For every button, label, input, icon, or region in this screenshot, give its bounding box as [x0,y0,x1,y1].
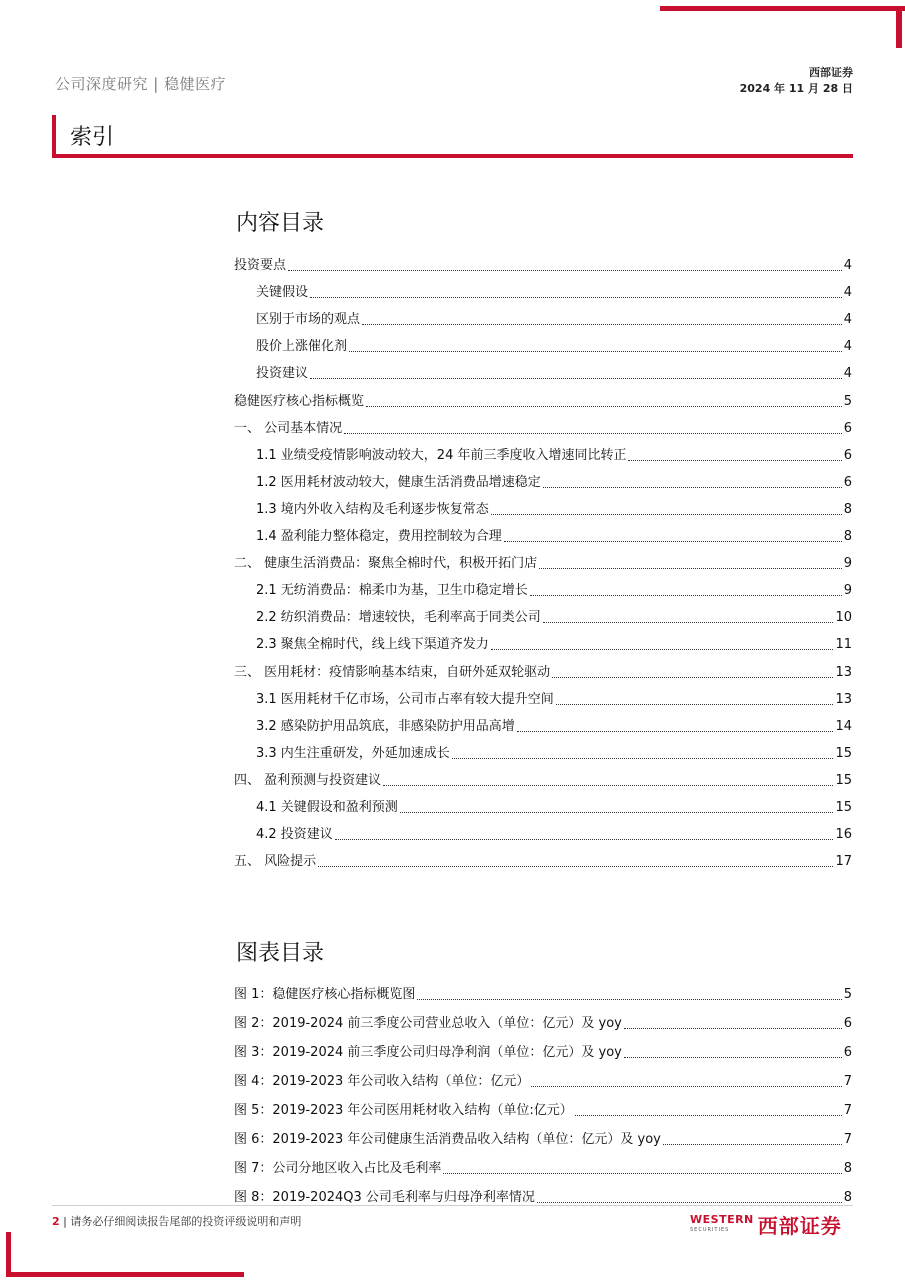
toc-entry[interactable] [234,520,852,547]
report-date: 2024 年 11 月 28 日 [739,82,853,95]
dot-leader [552,677,833,678]
dot-leader [530,595,842,596]
entry-label: 图 8：2019-2024Q3 公司毛利率与归母净利率情况 [234,1190,535,1205]
dot-leader [543,487,842,488]
dot-leader [310,378,842,379]
figure-list [234,976,852,1208]
toc-entry[interactable] [234,764,852,791]
entry-page-number: 7 [843,1074,852,1089]
entry-label: 三、 医用耗材：疫情影响基本结束，自研外延双轮驱动 [234,664,551,680]
dot-leader [366,406,842,407]
dot-leader [383,785,833,786]
entry-page-number: 6 [843,1016,852,1031]
entry-page-number: 6 [843,420,852,436]
entry-label: 图 1：稳健医疗核心指标概览图 [234,987,416,1002]
toc-entry[interactable] [234,466,852,493]
entry-label: 五、 风险提示 [234,854,317,870]
page-number: 2 [52,1215,60,1228]
toc-entry[interactable] [234,601,852,628]
dot-leader [575,1115,842,1116]
dot-leader [539,568,842,569]
entry-label: 2.2 纺织消费品：增速较快，毛利率高于同类公司 [256,610,541,626]
toc-entry[interactable] [234,683,852,710]
dot-leader [362,324,842,325]
toc-entry[interactable] [234,574,852,601]
entry-label: 1.4 盈利能力整体稳定，费用控制较为合理 [256,529,502,545]
dot-leader [537,1202,842,1203]
toc-entry[interactable] [234,845,852,872]
toc-entry[interactable] [234,818,852,845]
figure-entry[interactable] [234,1034,852,1063]
dot-leader [628,460,841,461]
corner-decoration-bottom [6,1272,244,1277]
entry-label: 投资要点 [234,258,287,274]
dot-leader [556,704,834,705]
entry-page-number: 4 [843,366,852,382]
toc-entry[interactable] [234,547,852,574]
toc-entry[interactable] [234,303,852,330]
toc-entry[interactable] [234,655,852,682]
entry-label: 图 3：2019-2024 前三季度公司归母净利润（单位：亿元）及 yoy [234,1045,622,1060]
toc-entry[interactable] [234,357,852,384]
entry-label: 稳健医疗核心指标概览 [234,393,365,409]
entry-label: 2.1 无纺消费品：棉柔巾为基，卫生巾稳定增长 [256,583,528,599]
dot-leader [335,839,834,840]
figure-entry[interactable] [234,1063,852,1092]
footer-separator: | [63,1215,71,1228]
dot-leader [310,297,842,298]
dot-leader [344,433,842,434]
toc-entry[interactable] [234,384,852,411]
figure-entry[interactable] [234,976,852,1005]
entry-page-number: 15 [835,745,852,761]
dot-leader [400,812,834,813]
entry-label: 1.1 业绩受疫情影响波动较大，24 年前三季度收入增速同比转正 [256,447,627,463]
broker-name: 西部证券 [809,66,853,79]
toc-heading: 内容目录 [236,211,325,236]
figure-entry[interactable] [234,1005,852,1034]
dot-leader [663,1144,842,1145]
entry-label: 股价上涨催化剂 [256,339,348,355]
entry-page-number: 4 [843,258,852,274]
figure-entry[interactable] [234,1121,852,1150]
toc-entry[interactable] [234,493,852,520]
entry-label: 3.3 内生注重研发，外延加速成长 [256,745,450,761]
dot-leader [517,731,834,732]
entry-label: 投资建议 [256,366,309,382]
entry-page-number: 15 [835,772,852,788]
entry-page-number: 6 [843,474,852,490]
dot-leader [288,270,842,271]
disclaimer-text: 请务必仔细阅读报告尾部的投资评级说明和声明 [70,1215,302,1228]
corner-decoration-bottom-vertical [6,1232,11,1276]
entry-page-number: 7 [843,1103,852,1118]
toc-entry[interactable] [234,737,852,764]
entry-page-number: 14 [835,718,852,734]
entry-page-number: 10 [835,610,852,626]
dot-leader [452,758,834,759]
dot-leader [543,622,834,623]
figure-entry[interactable] [234,1150,852,1179]
entry-label: 图 4：2019-2023 年公司收入结构（单位：亿元） [234,1074,530,1089]
logo-english: WESTERN SECURITIES [690,1212,754,1233]
entry-page-number: 8 [843,529,852,545]
entry-label: 图 2：2019-2024 前三季度公司营业总收入（单位：亿元）及 yoy [234,1016,622,1031]
entry-page-number: 6 [843,447,852,463]
logo-chinese: 西部证券 [757,1214,842,1238]
entry-page-number: 13 [835,691,852,707]
entry-page-number: 15 [835,799,852,815]
toc-entry[interactable] [234,439,852,466]
dot-leader [318,866,833,867]
figure-entry[interactable] [234,1092,852,1121]
entry-page-number: 5 [843,987,852,1002]
entry-page-number: 5 [843,393,852,409]
toc-entry[interactable] [234,710,852,737]
entry-page-number: 9 [843,556,852,572]
entry-label: 图 6：2019-2023 年公司健康生活消费品收入结构（单位：亿元）及 yoy [234,1132,661,1147]
toc-entry[interactable] [234,628,852,655]
section-divider [52,154,853,158]
entry-page-number: 6 [843,1045,852,1060]
entry-page-number: 8 [843,1161,852,1176]
entry-label: 1.2 医用耗材波动较大，健康生活消费品增速稳定 [256,474,541,490]
toc-entry[interactable] [234,791,852,818]
table-of-contents [234,249,852,872]
dot-leader [504,541,842,542]
report-type-header: 公司深度研究 | 稳健医疗 [55,75,227,93]
entry-page-number: 4 [843,285,852,301]
dot-leader [624,1028,842,1029]
section-title: 索引 [70,125,115,150]
dot-leader [349,351,842,352]
entry-label: 4.2 投资建议 [256,827,333,843]
entry-label: 一、 公司基本情况 [234,420,343,436]
entry-page-number: 4 [843,339,852,355]
western-securities-logo [690,1210,842,1239]
entry-label: 二、 健康生活消费品：聚焦全棉时代，积极开拓门店 [234,556,538,572]
section-accent-bar [52,115,56,155]
entry-label: 图 7：公司分地区收入占比及毛利率 [234,1161,442,1176]
entry-label: 1.3 境内外收入结构及毛利逐步恢复常态 [256,501,489,517]
entry-label: 四、 盈利预测与投资建议 [234,772,382,788]
entry-page-number: 7 [843,1132,852,1147]
dot-leader [491,514,842,515]
footer-divider [52,1205,853,1206]
entry-page-number: 13 [835,664,852,680]
corner-decoration-top [660,6,905,11]
entry-label: 3.1 医用耗材千亿市场，公司市占率有较大提升空间 [256,691,554,707]
dot-leader [624,1057,842,1058]
figures-heading: 图表目录 [236,941,325,966]
entry-page-number: 4 [843,312,852,328]
figure-entry[interactable] [234,1179,852,1208]
entry-label: 3.2 感染防护用品筑底，非感染防护用品高增 [256,718,515,734]
dot-leader [443,1173,841,1174]
entry-label: 2.3 聚焦全棉时代，线上线下渠道齐发力 [256,637,489,653]
entry-label: 关键假设 [256,285,309,301]
entry-page-number: 8 [843,501,852,517]
entry-page-number: 9 [843,583,852,599]
dot-leader [417,999,841,1000]
corner-decoration-top-vertical [896,6,902,48]
entry-page-number: 8 [843,1190,852,1205]
entry-label: 区别于市场的观点 [256,312,361,328]
toc-entry[interactable] [234,330,852,357]
toc-entry[interactable] [234,249,852,276]
entry-page-number: 16 [835,827,852,843]
entry-page-number: 17 [835,854,852,870]
dot-leader [531,1086,841,1087]
entry-label: 图 5：2019-2023 年公司医用耗材收入结构（单位:亿元） [234,1103,573,1118]
entry-page-number: 11 [835,637,852,653]
toc-entry[interactable] [234,276,852,303]
entry-label: 4.1 关键假设和盈利预测 [256,799,398,815]
footer-disclaimer [52,1213,301,1229]
dot-leader [491,649,834,650]
toc-entry[interactable] [234,412,852,439]
